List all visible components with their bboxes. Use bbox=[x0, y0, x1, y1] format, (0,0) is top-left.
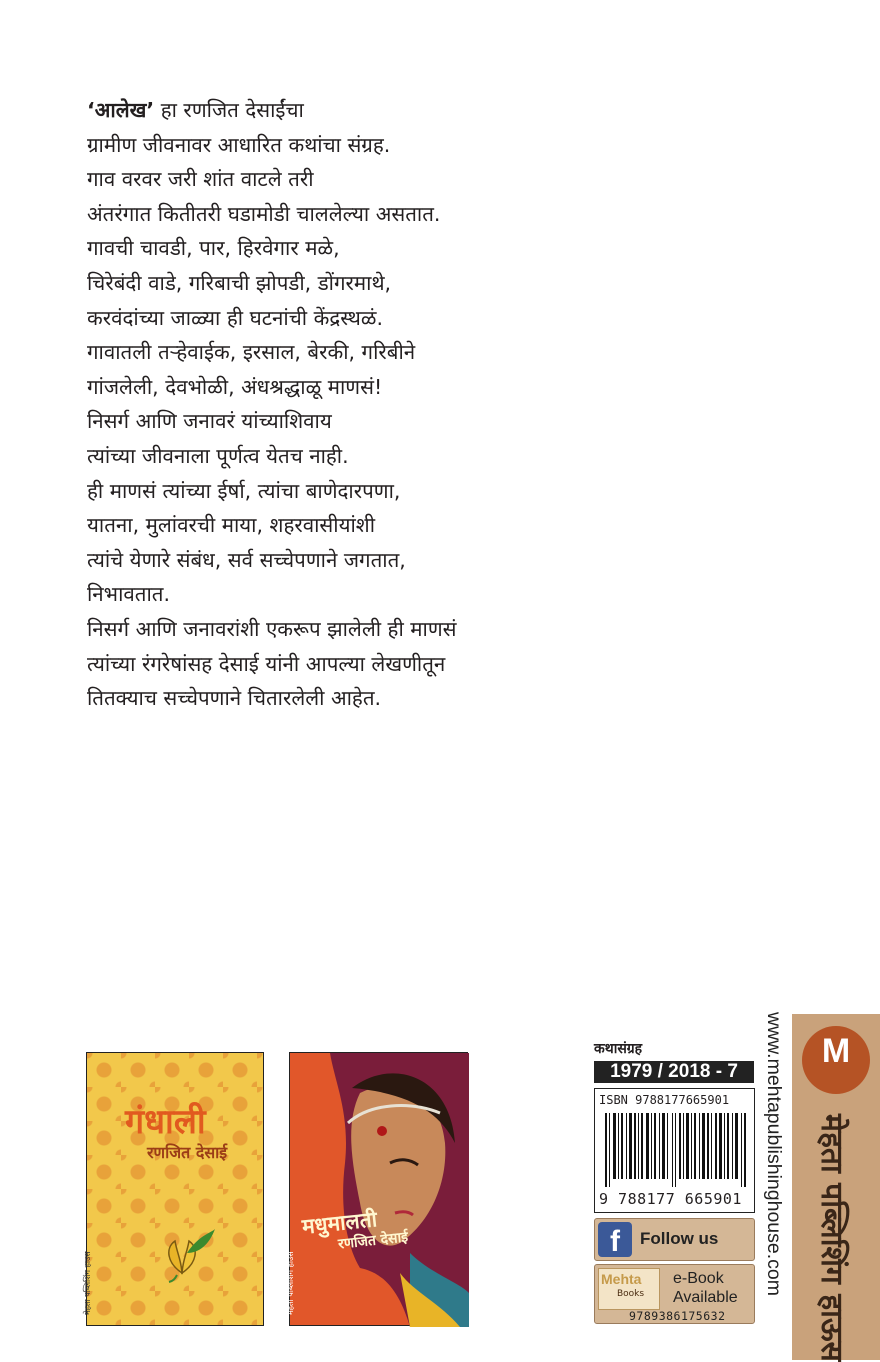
related-book-cover-gandhali[interactable] bbox=[83, 1052, 264, 1326]
genre-label: कथासंग्रह bbox=[594, 1041, 643, 1057]
blurb-line: गावची चावडी, पार, हिरवेगार मळे, bbox=[87, 236, 340, 261]
edition-label: 1979 / 2018 - 7 bbox=[594, 1061, 754, 1083]
related-book-cover-madhumalati[interactable] bbox=[286, 1052, 468, 1326]
blurb-line: ग्रामीण जीवनावर आधारित कथांचा संग्रह. bbox=[87, 132, 391, 157]
blurb-line: निभावतात. bbox=[87, 582, 171, 607]
flower-illustration-icon bbox=[147, 1223, 217, 1283]
blurb-line: यातना, मुलांवरची माया, शहरवासीयांशी bbox=[87, 513, 376, 538]
isbn-number: 9 788177 665901 bbox=[599, 1190, 742, 1208]
blurb-line: अंतरंगात कितीतरी घडामोडी चाललेल्या असतात. bbox=[87, 201, 441, 226]
blurb-title-word: ‘आलेख’ bbox=[87, 98, 155, 122]
blurb-line: त्यांच्या रंगरेषांसह देसाई यांनी आपल्या लेखणीतून bbox=[87, 651, 446, 676]
blurb-first-line-rest: हा रणजित देसाईंचा bbox=[154, 98, 304, 122]
blurb-first-line bbox=[87, 93, 557, 128]
ebook-label-line2: Available bbox=[673, 1289, 738, 1306]
spine-publisher-name: मेहता पब्लिशिंग हाऊस bbox=[814, 1114, 849, 1362]
website-text: www.mehtapublishinghouse.com bbox=[763, 1012, 785, 1296]
mehta-ebooks-logo-icon bbox=[598, 1268, 660, 1310]
blurb-line: ही माणसं त्यांच्या ईर्षा, त्यांचा बाणेदारपणा, bbox=[87, 478, 401, 503]
blurb-line: निसर्ग आणि जनावरं यांच्याशिवाय bbox=[87, 409, 332, 434]
related-book-title: मधुमालती bbox=[300, 1206, 379, 1239]
ebook-available-badge[interactable] bbox=[594, 1264, 755, 1324]
blurb-line: गांजलेली, देवभोळी, अंधश्रद्धाळू माणसं! bbox=[87, 374, 383, 399]
facebook-follow-button[interactable] bbox=[594, 1218, 755, 1261]
related-book-author: रणजित देसाई bbox=[147, 1143, 228, 1162]
blurb-line: त्यांच्या जीवनाला पूर्णत्व येतच नाही. bbox=[87, 443, 349, 468]
publisher-logo-icon: M bbox=[802, 1026, 870, 1094]
facebook-icon: f bbox=[598, 1222, 632, 1257]
blurb-line: गावातली तऱ्हेवाईक, इरसाल, बेरकी, गरिबीने bbox=[87, 340, 416, 365]
blurb-line: करवंदांच्या जाळ्या ही घटनांची केंद्रस्थळं. bbox=[87, 305, 383, 330]
blurb-line: गाव वरवर जरी शांत वाटले तरी bbox=[87, 167, 314, 192]
related-book-author: रणजित देसाई bbox=[337, 1229, 409, 1253]
related-book-publisher: मेहता पब्लिशिंग हाउस bbox=[83, 1251, 92, 1315]
ebook-label bbox=[673, 1269, 738, 1307]
ebook-logo-sub: Books bbox=[617, 1289, 645, 1299]
blurb-line: निसर्ग आणि जनावरांशी एकरूप झालेली ही माणसं bbox=[87, 616, 457, 641]
blurb-line: चिरेबंदी वाडे, गरिबाची झोपडी, डोंगरमाथे, bbox=[87, 270, 392, 295]
ebook-label-line1: e-Book bbox=[673, 1270, 724, 1287]
publisher-website[interactable] bbox=[763, 1012, 785, 1330]
related-book-title: गंधाली bbox=[125, 1102, 206, 1142]
ebook-isbn: 9789386175632 bbox=[629, 1309, 726, 1323]
related-book-publisher: मेहता पब्लिशिंग हाउस bbox=[286, 1251, 295, 1315]
barcode-icon bbox=[605, 1113, 747, 1187]
back-cover-blurb bbox=[87, 93, 557, 716]
book-spine bbox=[792, 1014, 880, 1360]
ebook-logo-text: Mehta bbox=[601, 1271, 642, 1287]
blurb-line: तितक्याच सच्चेपणाने चितारलेली आहेत. bbox=[87, 686, 382, 711]
follow-us-label: Follow us bbox=[640, 1229, 719, 1248]
isbn-barcode bbox=[594, 1088, 755, 1213]
isbn-text: ISBN 9788177665901 bbox=[599, 1093, 730, 1107]
blurb-line: त्यांचे येणारे संबंध, सर्व सच्चेपणाने जगतात, bbox=[87, 547, 406, 572]
woman-portrait-illustration-icon bbox=[290, 1053, 469, 1327]
